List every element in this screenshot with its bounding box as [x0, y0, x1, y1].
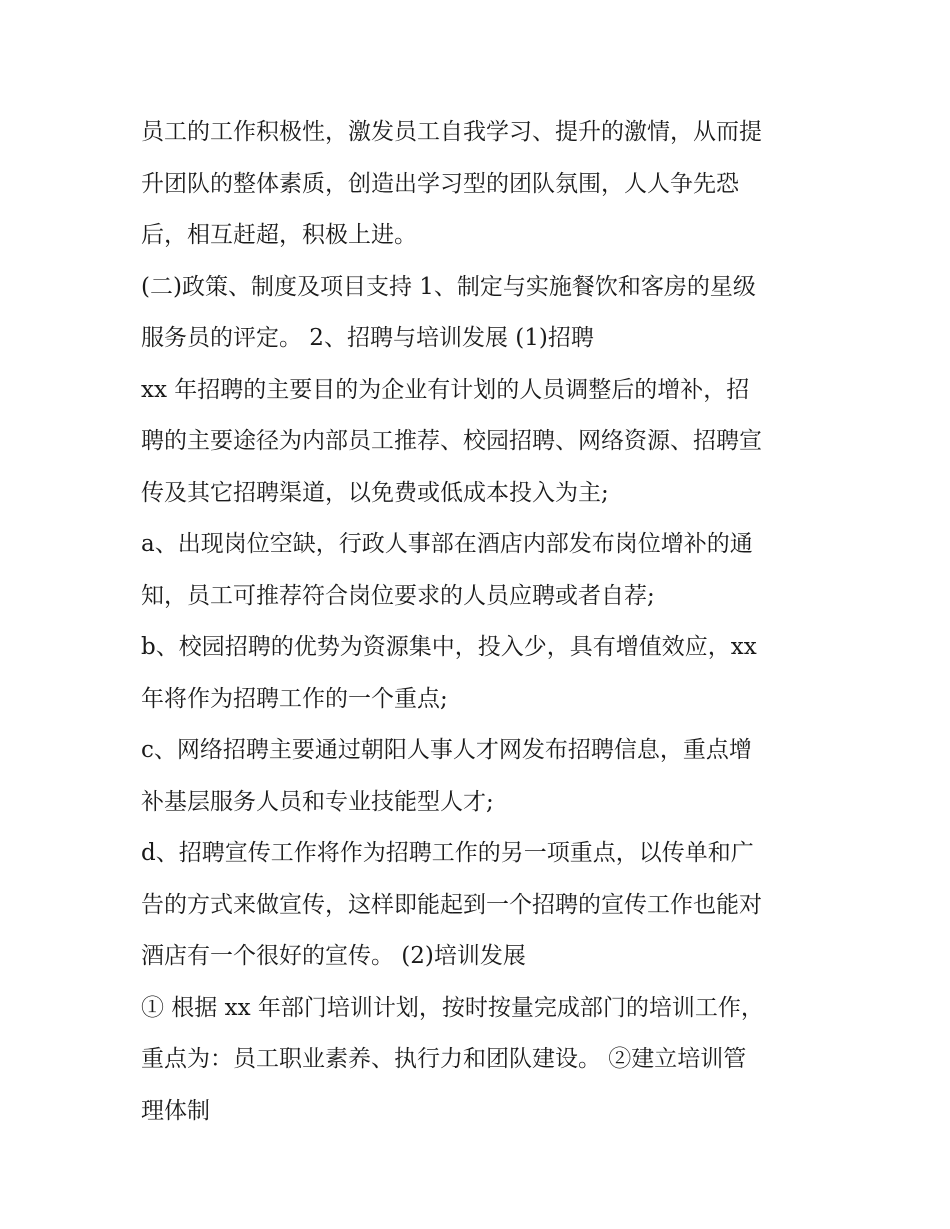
text-line: 传及其它招聘渠道，以免费或低成本投入为主; [141, 479, 609, 506]
text-line: 员工的工作积极性，激发员工自我学习、提升的激情，从而提 [141, 119, 762, 145]
body-text [141, 107, 821, 1137]
text-line: 知，员工可推荐符合岗位要求的人员应聘或者自荐; [141, 582, 655, 609]
text-line: a、出现岗位空缺，行政人事部在酒店内部发布岗位增补的通 [141, 531, 753, 557]
text-line: d、招聘宣传工作将作为招聘工作的另一项重点，以传单和广 [141, 840, 754, 866]
text-line: 后，相互赶超，积极上进。 [141, 222, 417, 248]
text-line: 聘的主要途径为内部员工推荐、校园招聘、网络资源、招聘宣 [141, 428, 762, 454]
text-line: 升团队的整体素质，创造出学习型的团队氛围，人人争先恐 [141, 170, 739, 197]
text-line: c、网络招聘主要通过朝阳人事人才网发布招聘信息，重点增 [141, 737, 752, 763]
text-line: xx 年招聘的主要目的为企业有计划的人员调整后的增补，招 [141, 376, 750, 403]
text-line: 补基层服务人员和专业技能型人才; [141, 788, 494, 815]
text-line: 告的方式来做宣传，这样即能起到一个招聘的宣传工作也能对 [141, 891, 762, 918]
text-line: 酒店有一个很好的宣传。 (2)培训发展 [141, 943, 526, 969]
text-line: 服务员的评定。 2、招聘与培训发展 (1)招聘 [141, 325, 594, 351]
text-line: 年将作为招聘工作的一个重点; [141, 685, 448, 712]
text-line: (二)政策、制度及项目支持 1、制定与实施餐饮和客房的星级 [141, 273, 756, 300]
text-line: b、校园招聘的优势为资源集中，投入少，具有增值效应，xx [141, 634, 757, 660]
text-line: ① 根据 xx 年部门培训计划，按时按量完成部门的培训工作， [141, 994, 764, 1021]
text-line: 重点为：员工职业素养、执行力和团队建设。 ②建立培训管 [141, 1046, 747, 1072]
text-line: 理体制 [141, 1097, 210, 1124]
